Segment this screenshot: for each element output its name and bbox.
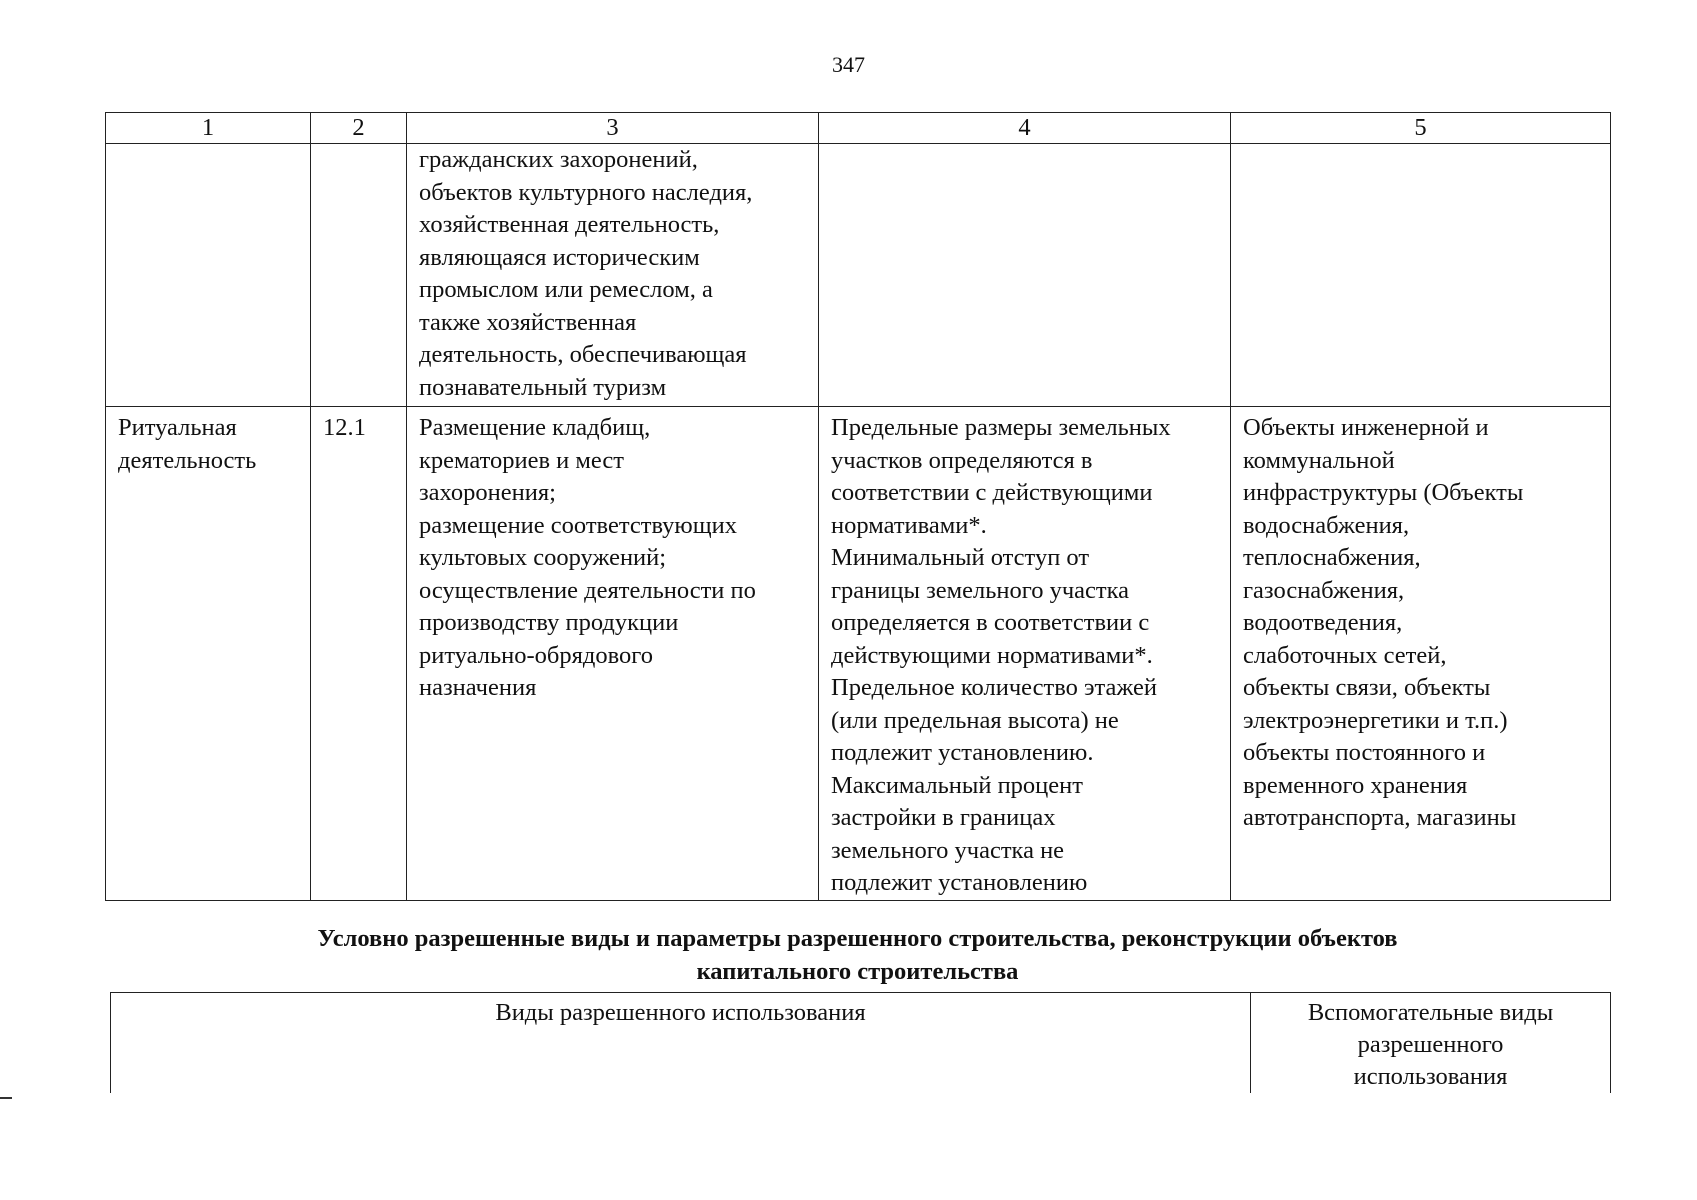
text-line: культовых сооружений; — [419, 544, 667, 571]
text-line: назначения — [419, 674, 537, 701]
text-line: электроэнергетики и т.п.) — [1243, 706, 1508, 734]
description-lines — [419, 412, 806, 705]
text-line: Предельные размеры земельных — [831, 414, 1171, 441]
column-header-5: 5 — [1231, 113, 1611, 144]
text-line: захоронения; — [419, 479, 556, 506]
text-line: Максимальный процент — [831, 771, 1083, 799]
column-header-4: 4 — [819, 113, 1231, 144]
text-line: ритуально-обрядового — [419, 641, 653, 669]
cell-parameters — [819, 407, 1231, 901]
description-lines — [419, 144, 806, 404]
auxiliary-uses-lines — [1243, 412, 1598, 835]
cell-use-name — [106, 144, 311, 407]
text-line: Минимальный отступ от — [831, 544, 1090, 571]
text-line: являющаяся историческим — [419, 243, 700, 271]
text-line: размещение соответствующих — [419, 511, 737, 539]
text-line: использования — [1353, 1063, 1508, 1090]
text-line: подлежит установлению — [831, 869, 1088, 896]
text-line: Размещение кладбищ, — [419, 414, 651, 441]
text-line: хозяйственная деятельность, — [419, 211, 720, 238]
text-line: инфраструктуры (Объекты — [1243, 479, 1524, 506]
text-line: крематориев и мест — [419, 446, 624, 474]
column-header-3: 3 — [407, 113, 819, 144]
scan-edge-mark — [0, 1097, 12, 1099]
text-line: газоснабжения, — [1243, 576, 1405, 604]
text-line: водоотведения, — [1243, 609, 1403, 636]
text-line: промыслом или ремеслом, а — [419, 276, 713, 303]
text-line: определяется в соответствии с — [831, 609, 1150, 636]
cell-parameters — [819, 144, 1231, 407]
text-line: теплоснабжения, — [1243, 544, 1421, 571]
cell-code — [311, 144, 407, 407]
text-line: деятельность, обеспечивающая — [419, 341, 747, 368]
cell-auxiliary-uses — [1231, 407, 1611, 901]
text-line: действующими нормативами*. — [831, 641, 1153, 669]
text-line: гражданских захоронений, — [419, 146, 698, 173]
text-line: Предельное количество этажей — [831, 674, 1157, 701]
text-line: участков определяются в — [831, 446, 1093, 474]
cell-description — [407, 144, 819, 407]
column-header-2: 2 — [311, 113, 407, 144]
text-line: объекты связи, объекты — [1243, 674, 1491, 701]
table-row-ritual-activity — [106, 407, 1611, 901]
column-header-1: 1 — [106, 113, 311, 144]
parameters-lines — [831, 412, 1218, 900]
text-line: объектов культурного наследия, — [419, 178, 753, 206]
text-line: (или предельная высота) не — [831, 706, 1119, 734]
text-line: разрешенного — [1357, 1031, 1504, 1058]
cell-code: 12.1 — [311, 407, 407, 901]
text-line: Ритуальная — [118, 414, 237, 441]
text-line: подлежит установлению. — [831, 739, 1094, 766]
section-heading — [105, 922, 1610, 988]
text-line: объекты постоянного и — [1243, 739, 1486, 766]
text-line: временного хранения — [1243, 771, 1468, 799]
cell-use-name — [106, 407, 311, 901]
table-header-row — [111, 993, 1611, 1094]
use-name-lines — [118, 412, 298, 477]
table-header-row — [106, 113, 1611, 144]
text-line: осуществление деятельности по — [419, 576, 756, 604]
text-line: деятельность — [118, 446, 257, 474]
text-line: земельного участка не — [831, 836, 1065, 864]
text-line: Объекты инженерной и — [1243, 414, 1489, 441]
section-heading-line-1: Условно разрешенные виды и параметры разрешенного строительства, реконструкции объектов — [317, 925, 1398, 952]
text-line: слаботочных сетей, — [1243, 641, 1447, 669]
table-row-continuation — [106, 144, 1611, 407]
text-line: производству продукции — [419, 609, 679, 636]
column-header-permitted-uses: Виды разрешенного использования — [111, 993, 1251, 1094]
cell-description — [407, 407, 819, 901]
text-line: соответствии с действующими — [831, 479, 1153, 506]
cell-auxiliary-uses — [1231, 144, 1611, 407]
conditional-uses-table — [110, 992, 1611, 1093]
text-line: застройки в границах — [831, 804, 1056, 831]
page-number: 347 — [832, 52, 865, 77]
land-use-table — [105, 112, 1611, 901]
text-line: Вспомогательные виды — [1307, 999, 1554, 1026]
text-line: водоснабжения, — [1243, 511, 1410, 539]
text-line: нормативами*. — [831, 511, 987, 539]
text-line: границы земельного участка — [831, 576, 1130, 604]
text-line: также хозяйственная — [419, 308, 637, 336]
text-line: коммунальной — [1243, 446, 1395, 474]
text-line: познавательный туризм — [419, 373, 667, 401]
section-heading-line-2: капитального строительства — [696, 958, 1019, 985]
column-header-auxiliary-uses — [1251, 993, 1611, 1094]
text-line: автотранспорта, магазины — [1243, 804, 1517, 831]
auxiliary-header-lines — [1259, 997, 1602, 1093]
